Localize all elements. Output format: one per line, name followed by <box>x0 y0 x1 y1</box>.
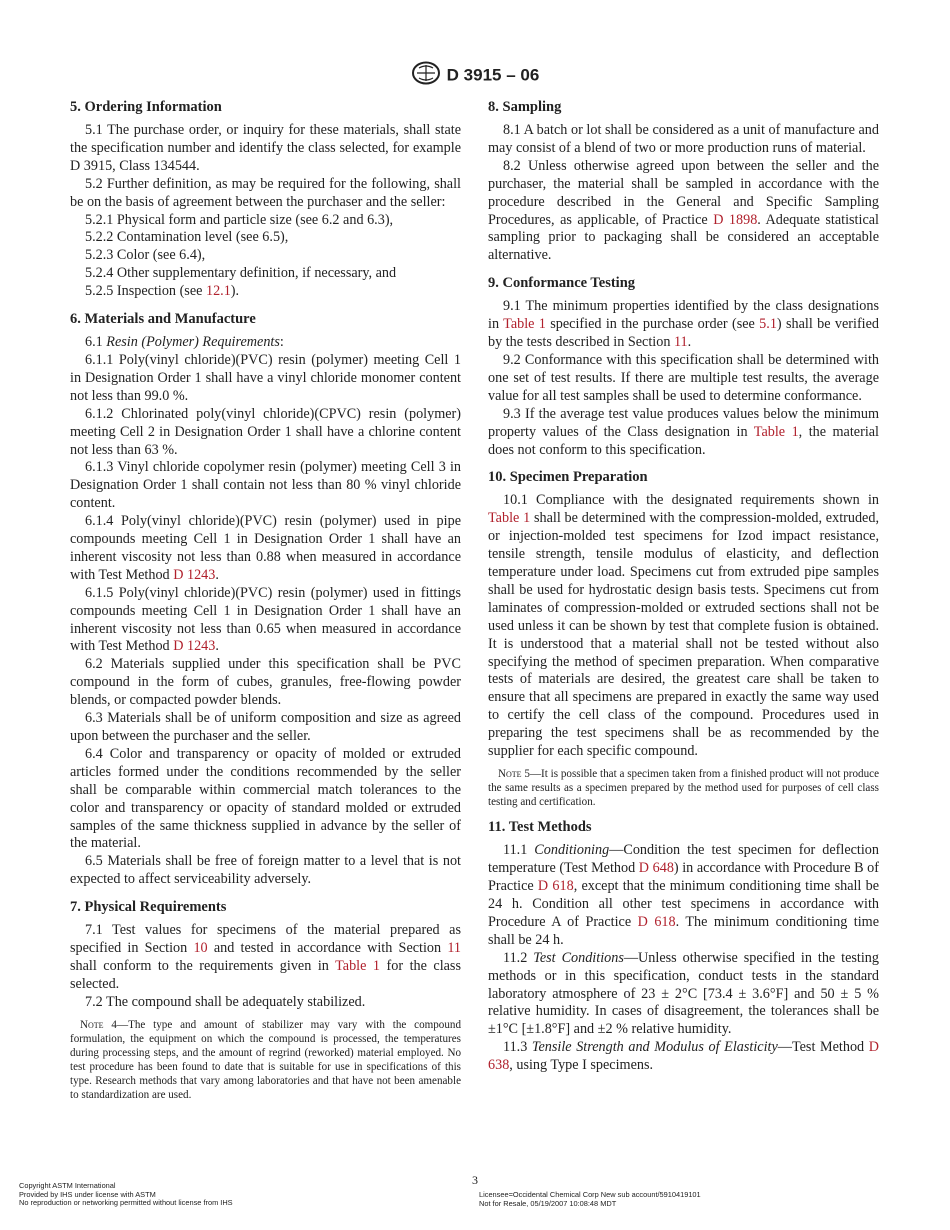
section-7 <box>70 898 461 1102</box>
section-9 <box>488 274 879 459</box>
paragraph: 11.1 Conditioning—Condition the test specimen for deflection temperature (Test Method D 648) in accordance with Procedure B of Practice D 618, except that the minimum conditioning time shall be 24 h. Condition all other test specimens in accordance with Procedure A of Practice D 618. The minimum conditioning time shall be 24 h. <box>488 842 879 948</box>
paragraph: 6.1.2 Chlorinated poly(vinyl chloride)(CPVC) resin (polymer) meeting Cell 2 in Designation Order 1 shall have a chlorine content not less than 63 %. <box>70 405 461 458</box>
list-item: 5.2.2 Contamination level (see 6.5), <box>85 229 289 246</box>
page-header <box>0 61 950 90</box>
left-column <box>70 98 461 1111</box>
list-item: 5.2.5 Inspection (see 12.1). <box>85 283 240 300</box>
paragraph: 5.1 The purchase order, or inquiry for these materials, shall state the specification number and identify the class selected, for example D 3915, Class 134544. <box>70 122 461 174</box>
standard-link[interactable]: D 618 <box>537 878 574 895</box>
paragraph: 7.1 Test values for specimens of the material prepared as specified in Section 10 and tested in accordance with Section 11 shall conform to the requirements given in Table 1 for the class selected. <box>70 922 461 992</box>
section-link[interactable]: 10 <box>193 940 208 957</box>
standard-link[interactable]: D 618 <box>637 913 676 930</box>
footer-copyright: Copyright ASTM International Provided by IHS under license with ASTM No reproduction or networking permitted without license from IHS <box>19 1181 233 1208</box>
paragraph: 11.3 Tensile Strength and Modulus of Elasticity—Test Method D 638, using Type I specimens. <box>488 1039 879 1074</box>
paragraph: 8.2 Unless otherwise agreed upon between the seller and the purchaser, the material shall be sampled in accordance with the procedure described in the General and Specific Sampling Procedures, as applicable, of Practice D 1898. Adequate statistical sampling prior to packaging shall be considered an acceptable alternative. <box>488 157 879 264</box>
standard-link[interactable]: D 648 <box>638 860 674 877</box>
standard-link[interactable]: D 1243 <box>173 566 216 583</box>
astm-logo-icon <box>411 61 441 90</box>
paragraph: 9.2 Conformance with this specification shall be determined with one set of test results. If there are multiple test results, the average value for all test samples shall be used to determine conformance. <box>488 351 879 404</box>
paragraph: 5.2 Further definition, as may be required for the following, shall be on the basis of agreement between the purchaser and the seller: <box>70 175 461 210</box>
note-4: Note 4—The type and amount of stabilizer may vary with the compound formulation, the equipment on which the compound is processed, the temperatures during processing steps, and the amount of regrind (reworked) material employed. No test procedure has been found to date that is suitable for use in specifications of this type. Research methods that vary among laboratories and that have not been amenable to standardization are used. <box>70 1018 461 1102</box>
section-title: 6. Materials and Manufacture <box>70 311 256 328</box>
section-10 <box>488 468 879 809</box>
paragraph: 6.2 Materials supplied under this specification shall be PVC compound in the form of cubes, granules, free-flowing powder blends, or compacted powder blends. <box>70 656 461 709</box>
paragraph: 6.3 Materials shall be of uniform composition and size as agreed upon between the purchaser and the seller. <box>70 710 461 744</box>
standard-link[interactable]: D 1898 <box>713 211 758 228</box>
note-5: Note 5—It is possible that a specimen taken from a finished product will not produce the same results as a specimen prepared by the method used for purposes of cell class testing and certification. <box>488 768 879 809</box>
standard-link[interactable]: D 638 <box>488 1039 879 1074</box>
page-number: 3 <box>472 1173 478 1187</box>
section-11 <box>488 818 879 1075</box>
table-link[interactable]: Table 1 <box>335 957 381 974</box>
paragraph: 6.1 Resin (Polymer) Requirements: <box>85 334 284 351</box>
document-id: D 3915 – 06 <box>446 65 540 85</box>
section-6 <box>70 310 461 889</box>
section-title: 7. Physical Requirements <box>70 899 227 916</box>
paragraph: 11.2 Test Conditions—Unless otherwise specified in the testing methods or in this specification, conduct tests in the standard laboratory atmosphere of 23 ± 2°C [73.4 ± 3.6°F] and 50 ± 5 % relative humidity. In cases of disagreement, the tolerances shall be ±1°C [±1.8°F] and ±2 % relative humidity. <box>488 949 879 1038</box>
section-8 <box>488 98 879 265</box>
section-link[interactable]: 11 <box>447 940 461 957</box>
paragraph: 8.1 A batch or lot shall be considered as a unit of manufacture and may consist of a blend of two or more production runs of material. <box>488 122 879 156</box>
paragraph: 6.1.4 Poly(vinyl chloride)(PVC) resin (polymer) used in pipe compounds meeting Cell 1 in Designation Order 1 shall have an inherent viscosity not less than 0.88 when measured in accordance with Test Method D 1243. <box>70 513 461 583</box>
paragraph: 6.1.1 Poly(vinyl chloride)(PVC) resin (polymer) meeting Cell 1 in Designation Order 1 shall have a vinyl chloride monomer content not less than 99.0 %. <box>70 351 461 404</box>
right-column <box>488 98 879 1084</box>
section-title: 10. Specimen Preparation <box>488 469 648 486</box>
section-title: 8. Sampling <box>488 99 562 115</box>
footer-license: Licensee=Occidental Chemical Corp New sub account/5910419101 Not for Resale, 05/19/2007 10:08:48 MDT <box>479 1190 701 1208</box>
list-item: 5.2.4 Other supplementary definition, if necessary, and <box>85 265 397 282</box>
table-link[interactable]: Table 1 <box>488 510 531 527</box>
table-link[interactable]: Table 1 <box>753 423 799 440</box>
standard-link[interactable]: D 1243 <box>173 638 216 655</box>
paragraph: 9.1 The minimum properties identified by the class designations in Table 1 specified in the purchase order (see 5.1) shall be verified by the tests described in Section 11. <box>488 298 879 351</box>
table-link[interactable]: Table 1 <box>503 316 546 333</box>
section-link[interactable]: 11 <box>673 334 688 351</box>
paragraph: 6.4 Color and transparency or opacity of molded or extruded articles formed under the conditions recommended by the seller shall be comparable within commercial match tolerances to the color and transparency or opacity of standard molded or extruded samples of the same thickness supplied in advance by the seller of the material. <box>70 745 461 852</box>
paragraph: 9.3 If the average test value produces values below the minimum property values of the Class designation in Table 1, the material does not conform to this specification. <box>488 405 879 458</box>
section-title: 11. Test Methods <box>488 819 592 836</box>
section-5 <box>70 98 461 301</box>
list-item: 5.2.1 Physical form and particle size (see 6.2 and 6.3), <box>85 211 394 228</box>
paragraph: 6.1.5 Poly(vinyl chloride)(PVC) resin (polymer) used in fittings compounds meeting Cell 1 in Designation Order 1 shall have an inherent viscosity not less than 0.65 when measured in accordance with Test Method D 1243. <box>70 584 461 655</box>
paragraph: 7.2 The compound shall be adequately stabilized. <box>85 993 366 1010</box>
section-title: 9. Conformance Testing <box>488 275 636 292</box>
paragraph: 6.1.3 Vinyl chloride copolymer resin (polymer) meeting Cell 3 in Designation Order 1 shall contain not less than 80 % vinyl chloride content. <box>70 459 461 512</box>
section-title: 5. Ordering Information <box>70 99 222 115</box>
section-link[interactable]: 5.1 <box>759 316 777 333</box>
paragraph: 6.5 Materials shall be free of foreign matter to a level that is not expected to affect serviceability adversely. <box>70 853 461 888</box>
section-link[interactable]: 12.1 <box>205 283 231 300</box>
paragraph: 10.1 Compliance with the designated requirements shown in Table 1 shall be determined with the compression-molded, extruded, or injection-molded test specimens for Izod impact resistance, tensile strength, tensile modulus of elasticity, and deflection temperature under load. Specimens cut from extruded pipe samples shall be used for hydrostatic design basis tests. Specimens cut from laminates of compression-molded or extruded sections shall not be used unless it can be shown by test that complete fusion is obtained. It is understood that a material shall not be tested without also specifying the method of specimen preparation. When comparative tests of materials are desired, the greatest care shall be taken to ensure that all specimens are prepared in exactly the same way used to certify the cell class of the compound. Procedures used in preparing the test specimens shall be as recommended by the supplier for each specific compound. <box>488 492 879 760</box>
list-item: 5.2.3 Color (see 6.4), <box>85 247 206 264</box>
